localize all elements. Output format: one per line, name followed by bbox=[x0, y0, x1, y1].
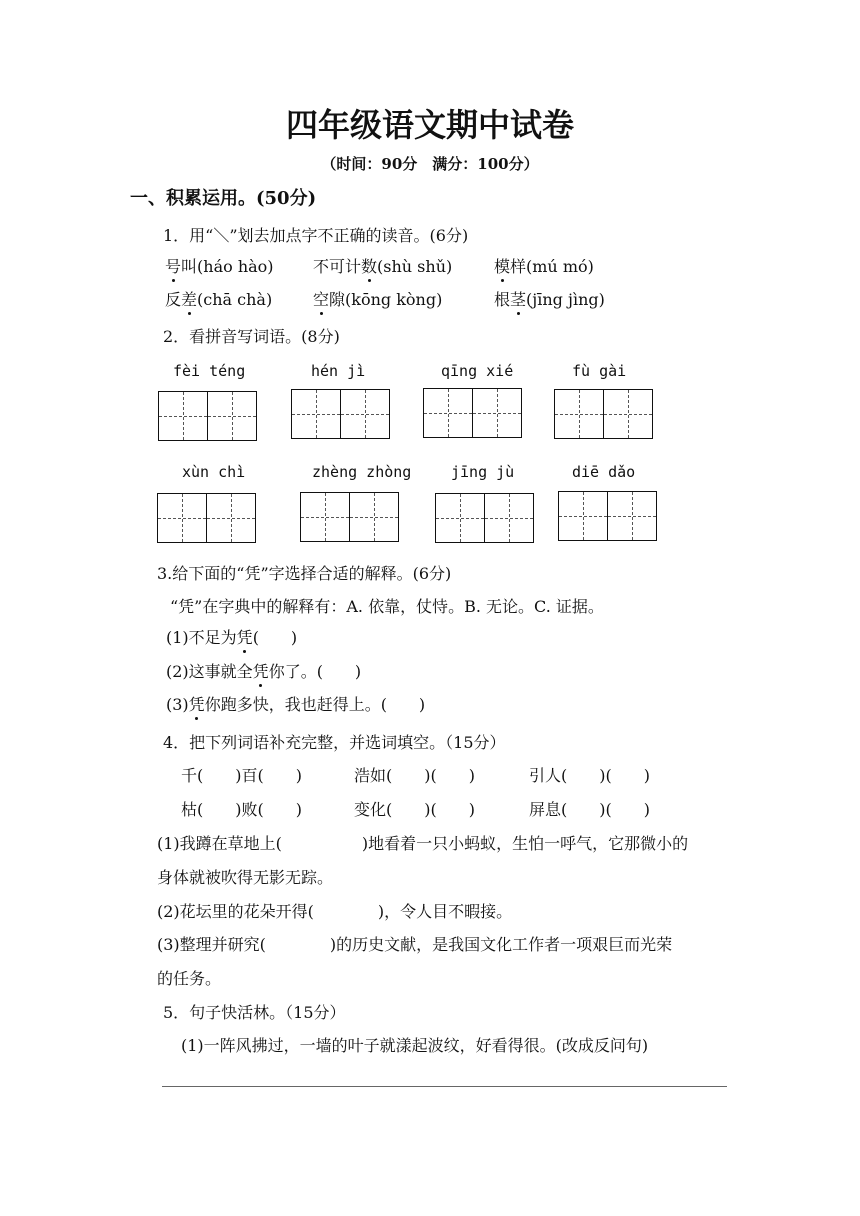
idiom-blank: 浩如( )( ) bbox=[354, 766, 475, 785]
answer-line[interactable] bbox=[162, 1086, 727, 1087]
grid-cell[interactable] bbox=[158, 391, 208, 441]
pinyin-label: hén jì bbox=[311, 362, 366, 380]
idiom-blank: 枯( )败( ) bbox=[181, 800, 302, 819]
idiom-blank: 千( )百( ) bbox=[181, 766, 302, 785]
grid-cell[interactable] bbox=[608, 491, 657, 541]
page-title: 四年级语文期中试卷 bbox=[285, 106, 574, 144]
writing-grid[interactable] bbox=[423, 388, 522, 438]
dotted-char: 数 bbox=[361, 257, 378, 276]
question-1-prompt: 1．用“＼”划去加点字不正确的读音。(6分) bbox=[163, 226, 469, 245]
grid-cell[interactable] bbox=[554, 389, 604, 439]
question-3-prompt: 3.给下面的“凭”字选择合适的解释。(6分) bbox=[157, 564, 452, 583]
pinyin-label: qīng xié bbox=[441, 362, 514, 380]
grid-cell[interactable] bbox=[350, 492, 399, 542]
dotted-char: 差 bbox=[181, 290, 198, 309]
dotted-char: 模 bbox=[494, 257, 511, 276]
writing-grid[interactable] bbox=[157, 493, 256, 543]
pinyin-label: fèi téng bbox=[173, 362, 246, 380]
grid-cell[interactable] bbox=[208, 391, 257, 441]
writing-grid[interactable] bbox=[300, 492, 399, 542]
q1-item-5: 空隙(kōng kòng) bbox=[313, 290, 443, 309]
dotted-char: 凭 bbox=[188, 695, 205, 714]
fill-sentence-2: (2)花坛里的花朵开得( )，令人目不暇接。 bbox=[157, 902, 513, 921]
idiom-blank: 变化( )( ) bbox=[354, 800, 475, 819]
question-4-prompt: 4．把下列词语补充完整，并选词填空。（15分） bbox=[163, 733, 506, 752]
q3-item-1: (1)不足为凭( ) bbox=[166, 628, 298, 647]
grid-cell[interactable] bbox=[558, 491, 608, 541]
question-2-prompt: 2．看拼音写词语。(8分) bbox=[163, 327, 340, 346]
grid-cell[interactable] bbox=[604, 389, 653, 439]
grid-cell[interactable] bbox=[473, 388, 522, 438]
grid-cell[interactable] bbox=[423, 388, 473, 438]
q1-item-6: 根茎(jīng jìng) bbox=[494, 290, 605, 309]
q3-item-3: (3)凭你跑多快，我也赶得上。( ) bbox=[166, 695, 426, 714]
q1-item-3: 模样(mú mó) bbox=[494, 257, 594, 276]
fill-sentence-1: (1)我蹲在草地上( )地看着一只小蚂蚁，生怕一呼气，它那微小的 bbox=[157, 834, 689, 853]
q1-item-4: 反差(chā chà) bbox=[165, 290, 273, 309]
rewrite-sentence-1: (1)一阵风拂过，一墙的叶子就漾起波纹，好看得很。(改成反问句) bbox=[181, 1036, 649, 1055]
dotted-char: 茎 bbox=[510, 290, 527, 309]
grid-cell[interactable] bbox=[157, 493, 207, 543]
grid-cell[interactable] bbox=[341, 389, 390, 439]
idiom-blank: 屏息( )( ) bbox=[529, 800, 650, 819]
dotted-char: 号 bbox=[165, 257, 182, 276]
pinyin-label: diē dǎo bbox=[572, 463, 636, 481]
writing-grid[interactable] bbox=[158, 391, 257, 441]
idiom-blank: 引人( )( ) bbox=[529, 766, 650, 785]
writing-grid[interactable] bbox=[291, 389, 390, 439]
fill-sentence-1-cont: 身体就被吹得无影无踪。 bbox=[157, 868, 334, 887]
grid-cell[interactable] bbox=[207, 493, 256, 543]
section-heading: 一、积累运用。(50分) bbox=[130, 188, 317, 209]
pinyin-label: jīng jù bbox=[451, 463, 515, 481]
grid-cell[interactable] bbox=[300, 492, 350, 542]
grid-cell[interactable] bbox=[291, 389, 341, 439]
question-5-prompt: 5．句子快活林。（15分） bbox=[163, 1003, 346, 1022]
dotted-char: 凭 bbox=[236, 628, 253, 647]
definition-text: “凭”在字典中的解释有：A. 依靠，仗恃。B. 无论。C. 证据。 bbox=[170, 597, 604, 616]
pinyin-label: fù gài bbox=[572, 362, 627, 380]
grid-cell[interactable] bbox=[485, 493, 534, 543]
dotted-char: 空 bbox=[313, 290, 330, 309]
pinyin-label: xùn chì bbox=[182, 463, 246, 481]
writing-grid[interactable] bbox=[435, 493, 534, 543]
fill-sentence-3: (3)整理并研究( )的历史文献，是我国文化工作者一项艰巨而光荣 bbox=[157, 935, 673, 954]
grid-cell[interactable] bbox=[435, 493, 485, 543]
exam-info: （时间：90分 满分：100分） bbox=[321, 155, 539, 173]
writing-grid[interactable] bbox=[554, 389, 653, 439]
q1-item-2: 不可计数(shù shǔ) bbox=[313, 257, 453, 276]
fill-sentence-3-cont: 的任务。 bbox=[157, 969, 222, 988]
dotted-char: 凭 bbox=[252, 662, 269, 681]
q3-item-2: (2)这事就全凭你了。( ) bbox=[166, 662, 362, 681]
pinyin-label: zhèng zhòng bbox=[312, 463, 412, 481]
q1-item-1: 号叫(háo hào) bbox=[165, 257, 274, 276]
writing-grid[interactable] bbox=[558, 491, 657, 541]
